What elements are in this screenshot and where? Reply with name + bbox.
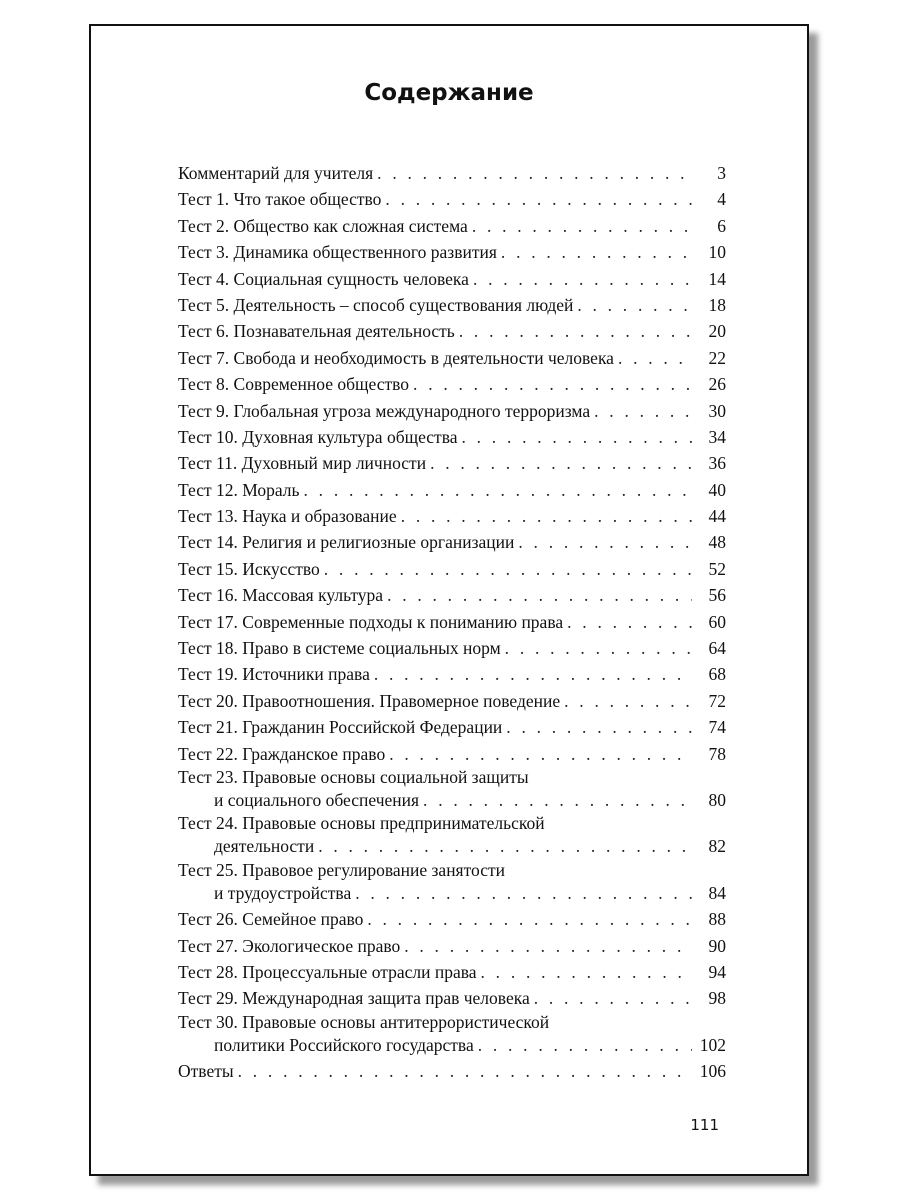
- page-title: Содержание: [364, 80, 534, 106]
- toc-entry-title: Тест 24. Правовые основы предпринимательской: [178, 813, 545, 834]
- toc-entry-title: Тест 16. Массовая культура: [178, 585, 384, 606]
- dot-leader: [413, 371, 692, 397]
- toc-entry: [178, 292, 726, 318]
- toc-entry-title: Тест 21. Гражданин Российской Федерации: [178, 717, 503, 738]
- toc-row: [178, 582, 726, 608]
- toc-row: [178, 741, 726, 767]
- toc-page-number: 34: [708, 426, 726, 447]
- toc-entry-title: и социального обеспечения: [214, 789, 420, 810]
- toc-entry: [178, 318, 726, 344]
- toc-page-number: 94: [708, 961, 726, 982]
- toc-entry-title: Тест 22. Гражданское право: [178, 743, 386, 764]
- toc-page-number: 3: [717, 163, 726, 183]
- toc-page-number: 22: [708, 347, 726, 368]
- toc-entry-title: Тест 6. Познавательная деятельность: [178, 321, 455, 342]
- toc-page-number: 10: [708, 242, 726, 263]
- toc-entry: [178, 635, 726, 661]
- toc-entry: [178, 345, 726, 371]
- dot-leader: [518, 529, 692, 555]
- dot-leader: [481, 959, 692, 985]
- toc-entry: [178, 959, 726, 985]
- toc-entry: [178, 860, 726, 906]
- toc-page-number: 6: [717, 215, 726, 236]
- toc-page-number: 14: [708, 268, 726, 289]
- toc-row: [178, 503, 726, 529]
- toc-entry: [178, 582, 726, 608]
- toc-row: [178, 959, 726, 985]
- dot-leader: [567, 609, 692, 635]
- toc-row: [178, 1032, 726, 1058]
- toc-entry: [178, 398, 726, 424]
- toc-page-number: 72: [708, 690, 726, 711]
- dot-leader: [389, 741, 692, 767]
- toc-page-number: 48: [708, 532, 726, 553]
- toc-row-wrapped: [178, 1012, 726, 1032]
- toc-row: [178, 450, 726, 476]
- toc-entry-title: Тест 20. Правоотношения. Правомерное поведение: [178, 690, 561, 711]
- toc-entry: [178, 186, 726, 212]
- toc-row-wrapped: [178, 813, 726, 833]
- toc-row: [178, 661, 726, 687]
- toc-row: [178, 1058, 726, 1084]
- toc-row: [178, 239, 726, 265]
- toc-entry-title: Тест 7. Свобода и необходимость в деятельности человека: [178, 347, 614, 368]
- toc-entry-title: Тест 3. Динамика общественного развития: [178, 242, 497, 263]
- toc-entry: [178, 266, 726, 292]
- toc-entry: [178, 529, 726, 555]
- toc-entry-title: Тест 12. Мораль: [178, 479, 300, 500]
- toc-entry: [178, 609, 726, 635]
- toc-page-number: 102: [699, 1034, 726, 1055]
- toc-entry-title: Тест 13. Наука и образование: [178, 506, 397, 527]
- toc-entry-title: Тест 8. Современное общество: [178, 374, 410, 395]
- toc-row: [178, 398, 726, 424]
- toc-page-number: 88: [708, 909, 726, 930]
- toc-entry: [178, 767, 726, 813]
- dot-leader: [355, 880, 692, 906]
- toc-page-number: 80: [708, 789, 726, 810]
- dot-leader: [377, 160, 692, 186]
- toc-page-number: 26: [708, 374, 726, 395]
- toc-page-number: 4: [717, 189, 726, 210]
- dot-leader: [594, 398, 692, 424]
- toc-entry: [178, 450, 726, 476]
- toc-entry: [178, 688, 726, 714]
- dot-leader: [564, 688, 692, 714]
- toc-entry: [178, 477, 726, 503]
- toc-page-number: 60: [708, 611, 726, 632]
- dot-leader: [423, 787, 692, 813]
- toc-entry-title: Комментарий для учителя: [178, 163, 374, 183]
- toc-entry-title: Тест 9. Глобальная угроза международного терроризма: [178, 400, 591, 421]
- toc-row: [178, 424, 726, 450]
- dot-leader: [462, 424, 693, 450]
- dot-leader: [501, 239, 692, 265]
- toc-row: [178, 186, 726, 212]
- toc-page-number: 44: [708, 506, 726, 527]
- toc-page-number: 68: [708, 664, 726, 685]
- toc-row: [178, 477, 726, 503]
- toc-row: [178, 609, 726, 635]
- toc-row: [178, 635, 726, 661]
- toc-page-number: 98: [708, 988, 726, 1009]
- toc-row: [178, 906, 726, 932]
- toc-entry: [178, 741, 726, 767]
- toc-row: [178, 933, 726, 959]
- dot-leader: [472, 213, 692, 239]
- toc-row: [178, 714, 726, 740]
- toc-entry: [178, 985, 726, 1011]
- toc-page-number: 90: [708, 935, 726, 956]
- toc-entry-title: Тест 23. Правовые основы социальной защиты: [178, 766, 529, 787]
- toc-row: [178, 688, 726, 714]
- toc-entry: [178, 1058, 726, 1084]
- toc-page-number: 74: [708, 717, 726, 738]
- toc-entry-title: Тест 10. Духовная культура общества: [178, 426, 458, 447]
- toc-entry-title: Тест 19. Источники права: [178, 664, 370, 685]
- table-of-contents: [178, 160, 726, 1085]
- dot-leader: [505, 635, 692, 661]
- toc-entry-title: Тест 14. Религия и религиозные организации: [178, 532, 515, 553]
- toc-entry: [178, 933, 726, 959]
- toc-row: [178, 318, 726, 344]
- toc-entry: [178, 714, 726, 740]
- dot-leader: [401, 503, 692, 529]
- dot-leader: [506, 714, 692, 740]
- dot-leader: [473, 266, 692, 292]
- toc-page-number: 20: [708, 321, 726, 342]
- toc-page-number: 82: [708, 836, 726, 857]
- dot-leader: [404, 933, 692, 959]
- toc-entry: [178, 160, 726, 186]
- toc-row: [178, 556, 726, 582]
- toc-entry-title: Тест 29. Международная защита прав человека: [178, 988, 530, 1009]
- dot-leader: [374, 661, 692, 687]
- toc-page-number: 106: [699, 1061, 726, 1082]
- toc-row: [178, 787, 726, 813]
- toc-row: [178, 371, 726, 397]
- toc-row-wrapped: [178, 860, 726, 880]
- toc-entry-title: Тест 5. Деятельность – способ существования людей: [178, 294, 574, 315]
- toc-entry-title: Тест 26. Семейное право: [178, 909, 364, 930]
- toc-entry: [178, 813, 726, 859]
- dot-leader: [304, 477, 692, 503]
- toc-entry-title: Тест 28. Процессуальные отрасли права: [178, 961, 477, 982]
- toc-entry: [178, 213, 726, 239]
- toc-entry-title: и трудоустройства: [214, 882, 352, 903]
- toc-page-number: 30: [708, 400, 726, 421]
- toc-entry-title: деятельности: [214, 836, 315, 857]
- toc-entry-title: Тест 27. Экологическое право: [178, 935, 401, 956]
- toc-page-number: 64: [708, 638, 726, 659]
- toc-entry-title: Тест 15. Искусство: [178, 558, 320, 579]
- toc-entry: [178, 239, 726, 265]
- toc-entry-title: политики Российского государства: [214, 1034, 474, 1055]
- toc-row: [178, 213, 726, 239]
- dot-leader: [367, 906, 692, 932]
- toc-entry: [178, 1012, 726, 1058]
- toc-entry-title: Тест 1. Что такое общество: [178, 189, 382, 210]
- toc-page-number: 40: [708, 479, 726, 500]
- toc-entry-title: Ответы: [178, 1061, 234, 1082]
- toc-page-number: 56: [708, 585, 726, 606]
- toc-entry-title: Тест 17. Современные подходы к пониманию права: [178, 611, 564, 632]
- toc-entry-title: Тест 4. Социальная сущность человека: [178, 268, 469, 289]
- toc-entry: [178, 661, 726, 687]
- toc-row: [178, 266, 726, 292]
- toc-page-number: 52: [708, 558, 726, 579]
- dot-leader: [387, 582, 692, 608]
- toc-page-number: 78: [708, 743, 726, 764]
- toc-entry: [178, 503, 726, 529]
- toc-entry-title: Тест 30. Правовые основы антитеррористической: [178, 1011, 550, 1032]
- toc-row: [178, 345, 726, 371]
- toc-row: [178, 160, 726, 186]
- toc-page-number: 84: [708, 882, 726, 903]
- book-page: [89, 24, 809, 1176]
- toc-entry: [178, 906, 726, 932]
- toc-row: [178, 833, 726, 859]
- toc-row: [178, 292, 726, 318]
- toc-entry: [178, 371, 726, 397]
- dot-leader: [238, 1058, 692, 1084]
- dot-leader: [318, 833, 692, 859]
- dot-leader: [385, 186, 692, 212]
- dot-leader: [478, 1032, 692, 1058]
- dot-leader: [577, 292, 692, 318]
- toc-page-number: 36: [708, 453, 726, 474]
- toc-entry-title: Тест 25. Правовое регулирование занятости: [178, 859, 505, 880]
- toc-row-wrapped: [178, 767, 726, 787]
- dot-leader: [430, 450, 692, 476]
- toc-row: [178, 880, 726, 906]
- toc-entry: [178, 424, 726, 450]
- toc-entry-title: Тест 18. Право в системе социальных норм: [178, 638, 501, 659]
- dot-leader: [324, 556, 692, 582]
- toc-page-number: 18: [708, 294, 726, 315]
- page-number: 111: [690, 1116, 719, 1134]
- toc-row: [178, 985, 726, 1011]
- dot-leader: [459, 318, 692, 344]
- toc-entry-title: Тест 11. Духовный мир личности: [178, 453, 427, 474]
- toc-entry-title: Тест 2. Общество как сложная система: [178, 215, 468, 236]
- toc-row: [178, 529, 726, 555]
- dot-leader: [534, 985, 692, 1011]
- dot-leader: [618, 345, 692, 371]
- toc-entry: [178, 556, 726, 582]
